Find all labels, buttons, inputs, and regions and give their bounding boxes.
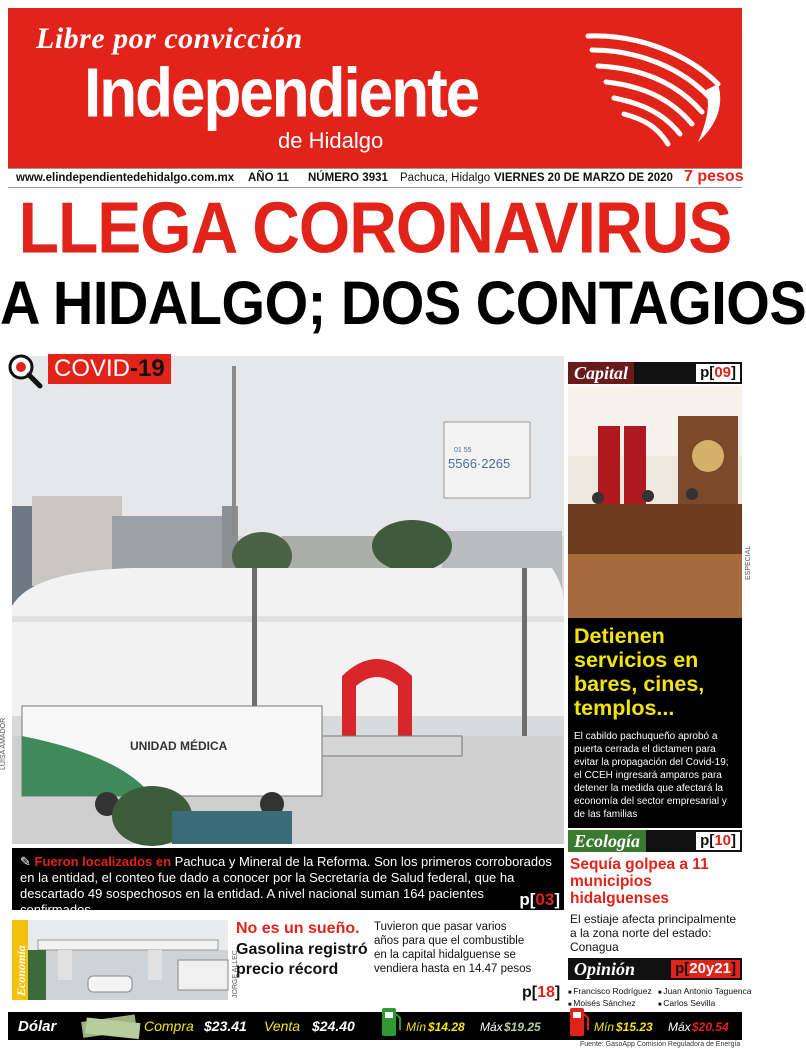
svg-text:01 55: 01 55 [454,447,472,454]
red-min-label: Mín [594,1020,615,1034]
dollar-bills-icon [80,1014,142,1038]
main-photo [12,356,564,844]
photo-credit-jorge: JORGE ALLEC [232,950,239,998]
opinion-page-reference[interactable]: p[20y21] [671,960,740,978]
gas-station-photo [28,920,228,1000]
virus-magnifier-icon [8,354,42,388]
capital-story [568,618,742,828]
covid-tag: COVID-19 [48,354,171,384]
edition-number: NÚMERO 3931 [308,172,388,184]
author-item[interactable]: ■ Juan Antonio Taguenca [658,986,752,999]
red-max-label: Máx [668,1020,691,1034]
main-headline-line2: A HIDALGO; DOS CONTAGIOS [0,267,806,338]
slogan: Libre por convicción [36,22,303,55]
compra-value: $23.41 [204,1018,247,1034]
ecologia-label: Ecología [568,830,646,852]
covid-caption [12,848,564,917]
ecologia-section-bar [568,830,742,852]
green-min-label: Mín [406,1020,427,1034]
photo-credit: LUISA AMADOR [0,717,7,770]
economia-section-tag: Economía [12,920,28,1000]
website-url[interactable]: www.elindependientedehidalgo.com.mx [16,172,235,184]
place: Pachuca, Hidalgo [400,172,491,184]
caption-lead: Fueron localizados en [34,854,172,869]
newspaper-subtitle: de Hidalgo [278,128,384,153]
green-min-value: $14.28 [428,1020,465,1034]
page-reference[interactable]: p[03] [519,890,560,909]
ecologia-page-reference[interactable]: p[10] [696,832,740,850]
author-item[interactable]: ■ Moisés Sánchez [568,998,636,1011]
green-max-label: Máx [480,1020,503,1034]
truck-text: UNIDAD MÉDICA [130,739,228,753]
wing-logo-icon [578,24,728,154]
capital-body: El cabildo pachuqueño aprobó a puerta cerrada el dictamen para evitar la propagación del Covid-19; el CCEH ingresará amparos para detener la medida que afectará la economía del sector empresarial y de las familias [574,731,729,820]
opinion-section-bar [568,958,742,980]
ecologia-body: El estiaje afecta principalmente a la zona norte del estado: Conagua [570,912,737,954]
economia-page-reference[interactable]: p[18] [522,984,561,1001]
info-bar [8,168,742,188]
capital-headline[interactable]: Detienen servicios en bares, cines, templos... [574,624,705,720]
capital-label: Capital [568,362,634,384]
author-item[interactable]: ■ Carlos Sevilla [658,998,715,1011]
main-headline-line1: LLEGA CORONAVIRUS [18,186,732,268]
capital-page-reference[interactable]: p[09] [696,364,740,382]
date: VIERNES 20 DE MARZO DE 2020 [494,172,673,184]
venta-label: Venta [264,1018,301,1034]
capital-photo [568,386,742,618]
green-max-value: $19.25 [504,1020,541,1034]
author-item[interactable]: ■ Francisco Rodríguez [568,986,652,999]
green-fuel-pump-icon [380,1004,402,1038]
economia-kicker: No es un sueño. [236,920,360,937]
source-note: Fuente: GasoApp Comisión Reguladora de Energía [580,1041,741,1048]
opinion-label: Opinión [568,958,641,980]
indicators-bar [8,1012,742,1040]
ecologia-headline[interactable]: Sequía golpea a 11 municipios hidalguenses [570,856,709,907]
edit-icon: ✎ [20,854,35,869]
capital-section-bar [568,362,742,384]
caption-text: Pachuca y Mineral de la Reforma. Son los primeros corroborados en la entidad, el conteo fue dado a conocer por la Secretaría de Salud federal, que ha descartado 49 sospechosos en la entidad. A nivel nacional suman 164 pacientes confirmados [20,854,552,917]
economia-headline[interactable]: Gasolina registró precio récord [236,941,368,978]
venta-value: $24.40 [312,1018,355,1034]
economia-body: Tuvieron que pasar varios años para que el combustible en la capital hidalguense se vendiera hasta en 14.47 pesos [374,921,532,975]
newspaper-title: Independiente [84,55,479,133]
billboard-number: 5566·2265 [448,456,511,471]
dolar-label: Dólar [18,1018,57,1035]
red-min-value: $15.23 [616,1020,653,1034]
compra-label: Compra [144,1018,194,1034]
price: 7 pesos [684,168,744,185]
edition-year: AÑO 11 [248,172,289,184]
red-fuel-pump-icon [568,1004,590,1038]
masthead [8,8,742,168]
red-max-value: $20.54 [692,1020,729,1034]
photo-credit-especial: ESPECIAL [745,545,752,580]
